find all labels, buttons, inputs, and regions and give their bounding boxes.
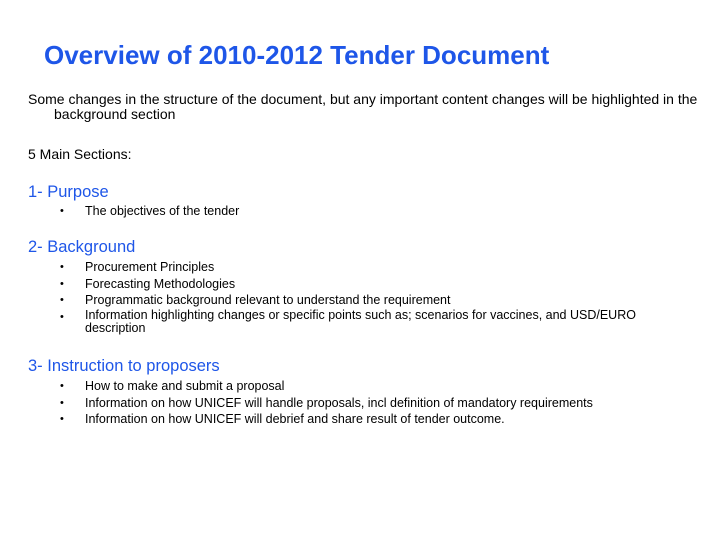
intro-text — [28, 92, 714, 122]
slide-title: Overview of 2010-2012 Tender Document — [44, 40, 550, 70]
bullet-icon: • — [60, 380, 64, 392]
bullet-icon: • — [60, 277, 64, 290]
list-item — [60, 378, 680, 395]
bullet-text: How to make and submit a proposal — [85, 379, 285, 393]
bullet-icon: • — [60, 396, 64, 409]
section-bullets-background — [60, 259, 680, 335]
bullet-icon: • — [60, 310, 64, 323]
list-item — [60, 259, 680, 276]
bullet-text: The objectives of the tender — [85, 204, 240, 218]
list-item — [60, 203, 680, 220]
bullet-text: Information highlighting changes or specific points such as; scenarios for vaccines, and USD/EURO description — [85, 307, 636, 335]
bullet-icon: • — [60, 413, 64, 425]
section-heading-purpose: 1- Purpose — [28, 183, 109, 201]
list-item — [60, 395, 680, 412]
list-item — [60, 411, 680, 428]
intro-paragraph: Some changes in the structure of the document, but any important content changes will be highlighted in the background section — [28, 91, 698, 122]
section-heading-instructions: 3- Instruction to proposers — [28, 357, 220, 375]
bullet-icon: • — [60, 205, 64, 217]
list-item — [60, 309, 680, 335]
section-bullets-purpose — [60, 203, 680, 220]
bullet-icon: • — [60, 261, 64, 273]
list-item — [60, 292, 680, 309]
section-bullets-instructions — [60, 378, 680, 428]
bullet-icon: • — [60, 294, 64, 306]
sections-label: 5 Main Sections: — [28, 146, 132, 162]
list-item — [60, 276, 680, 293]
bullet-text: Forecasting Methodologies — [85, 276, 236, 291]
bullet-text: Information on how UNICEF will handle proposals, incl definition of mandatory requirements — [85, 395, 593, 410]
bullet-text: Programmatic background relevant to understand the requirement — [85, 293, 451, 307]
section-heading-background: 2- Background — [28, 238, 136, 256]
bullet-text: Information on how UNICEF will debrief and share result of tender outcome. — [85, 412, 505, 426]
bullet-text: Procurement Principles — [85, 260, 215, 274]
